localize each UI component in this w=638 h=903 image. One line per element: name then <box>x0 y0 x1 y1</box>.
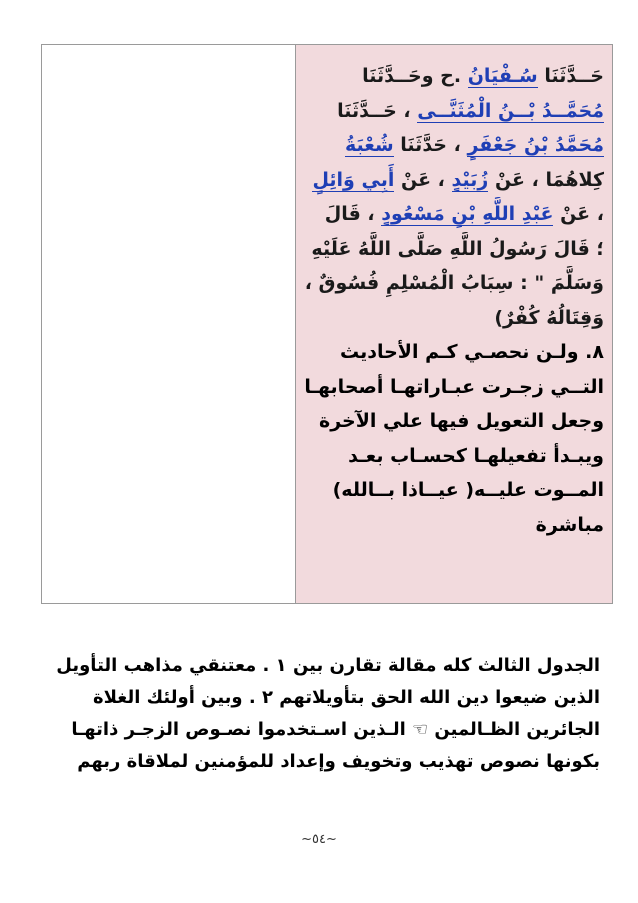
narrator-name: زُبَيْدٍ <box>451 168 489 191</box>
summary-paragraph <box>40 650 600 778</box>
hadith-line-2 <box>304 94 604 129</box>
hadith-line-8: وَقِتَالُهُ كُفْرٌ) <box>494 306 604 329</box>
hadith-line-7: وَسَلَّمَ " : سِبَابُ الْمُسْلِمِ فُسُوقٌ ، <box>304 272 604 294</box>
narrator-name: عَبْدِ اللَّهِ بْنِ مَسْعُودٍ <box>381 203 554 225</box>
point-8-paragraph <box>304 335 604 542</box>
hadith-line-4 <box>304 163 604 198</box>
hadith-line-5 <box>304 197 604 232</box>
hadith-text-segment: كِلاهُمَا ، عَنْ <box>494 168 604 191</box>
narrator-name: مُحَمَّــدُ بْــنُ الْمُثَنَّــى <box>417 99 604 122</box>
hadith-line-6: ؛ قَالَ رَسُولُ اللَّهِ صَلَّى اللَّهُ عَلَيْهِ <box>311 237 604 260</box>
narrator-name: شُعْبَةُ <box>344 134 394 156</box>
hadith-text-segment: ، حَــدَّثَنَا <box>337 99 411 122</box>
empty-table-cell <box>42 45 296 603</box>
summary-line: الذين ضيعوا دين الله الحق بتأويلاتهم ٢ . وبين أولئك الغلاة <box>92 687 600 708</box>
hadith-text-segment: ، حَدَّثَنَا <box>400 134 461 156</box>
hadith-text <box>304 59 604 335</box>
hadith-line-1 <box>304 59 604 94</box>
narrator-name: أَبِي وَائِلٍ <box>312 168 395 191</box>
summary-line: الجائرين الظـالمين ☜ الـذين اسـتخدموا نصـوص الزجـر ذاتهـا <box>71 719 600 740</box>
narrator-name: مُحَمَّدُ بْنُ جَعْفَرٍ <box>467 134 604 156</box>
point-8-line: ويبـدأ تفعيلهـا كحسـاب بعـد <box>348 444 604 467</box>
point-8-line: وجعل التعويل فيها علي الآخرة <box>319 410 604 432</box>
point-8-line: ٨. ولـن نحصـي كـم الأحاديث <box>339 341 604 363</box>
hadith-text-segment: ، قَالَ <box>324 203 375 225</box>
summary-line: الجدول الثالث كله مقالة تقارن بين ١ . معتنقي مذاهب التأويل <box>56 655 600 676</box>
hadith-table-cell <box>296 45 612 603</box>
point-8-line: المــوت عليــه( عيــاذا بــالله) <box>332 479 604 501</box>
point-8-line: مباشرة <box>535 513 604 536</box>
point-8-line: التــي زجـرت عبـاراتهـا أصحابهـا <box>304 375 604 398</box>
page-number: ~٥٤~ <box>301 832 337 847</box>
narrator-name: سُـفْيَانُ <box>467 65 538 87</box>
summary-line: بكونها نصوص تهذيب وتخويف وإعداد للمؤمنين لملاقاة ربهم <box>77 751 600 772</box>
hadith-text-segment: ، عَنْ <box>560 203 604 225</box>
comparison-table <box>41 44 613 604</box>
hadith-text-segment: .ح وحَــدَّثَنَا <box>362 65 462 87</box>
hadith-text-segment: حَــدَّثَنَا <box>544 65 604 87</box>
hadith-line-3 <box>304 128 604 163</box>
hadith-text-segment: ، عَنْ <box>400 168 445 191</box>
